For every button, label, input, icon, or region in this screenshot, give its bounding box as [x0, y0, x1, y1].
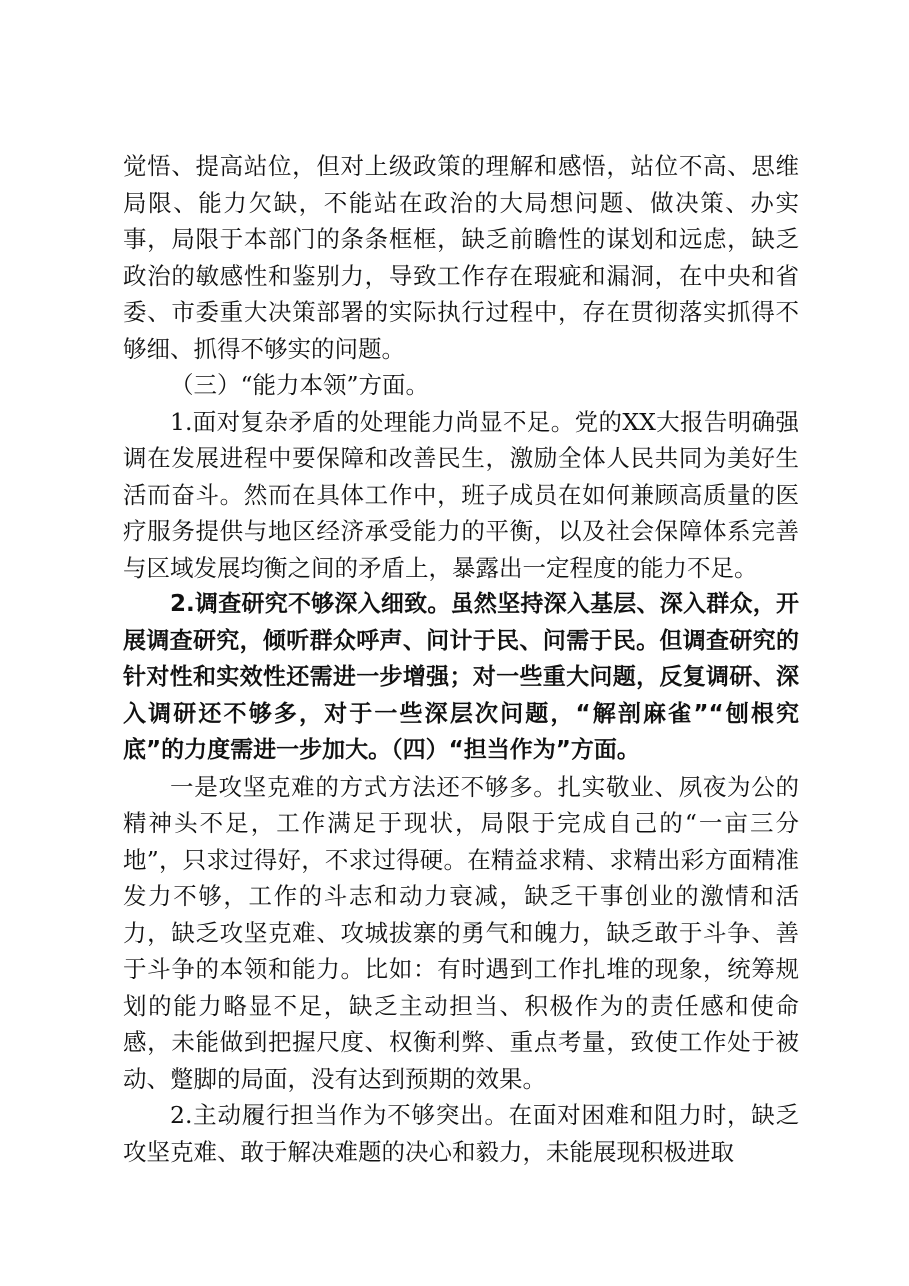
paragraph-item-2-bold: 2.调查研究不够深入细致。虽然坚持深入基层、深入群众，开展调查研究，倾听群众呼声、问计于民、问需于民。但调查研究的针对性和实效性还需进一步增强；对一些重大问题，反复调研、深入调研还不够多，对于一些深层次问题，“解剖麻雀”“刨根究底”的力度需进一步加大。（四）“担当作为”方面。 — [123, 591, 799, 763]
paragraph-continuation: 觉悟、提高站位，但对上级政策的理解和感悟，站位不高、思维局限、能力欠缺，不能站在政治的大局想问题、做决策、办实事，局限于本部门的条条框框，缺乏前瞻性的谋划和远虑，缺乏政治的敏感性和鉴别力，导致工作存在瑕疵和漏洞，在中央和省委、市委重大决策部署的实际执行过程中，存在贯彻落实抓得不够细、抓得不够实的问题。 — [123, 152, 799, 363]
paragraph-item-1: 1.面对复杂矛盾的处理能力尚显不足。党的XX大报告明确强调在发展进程中要保障和改善民生，激励全体人民共同为美好生活而奋斗。然而在具体工作中，班子成员在如何兼顾高质量的医疗服务提供与地区经济承受能力的平衡，以及社会保障体系完善与区域发展均衡之间的矛盾上，暴露出一定程度的能力不足。 — [123, 407, 799, 582]
section-heading-ability: （三）“能力本领”方面。 — [170, 371, 430, 399]
document-body — [123, 148, 799, 1170]
paragraph-item-2-responsibility: 2.主动履行担当作为不够突出。在面对困难和阻力时，缺乏攻坚克难、敢于解决难题的决心和毅力，未能展现积极进取 — [123, 1101, 799, 1166]
paragraph-item-one: 一是攻坚克难的方式方法还不够多。扎实敬业、夙夜为公的精神头不足，工作满足于现状，局限于完成自己的“一亩三分地”，只求过得好，不求过得硬。在精益求精、求精出彩方面精准发力不够，工作的斗志和动力衰减，缺乏干事创业的激情和活力，缺乏攻坚克难、攻城拔寨的勇气和魄力，缺乏敢于斗争、善于斗争的本领和能力。比如：有时遇到工作扎堆的现象，统筹规划的能力略显不足，缺乏主动担当、积极作为的责任感和使命感，未能做到把握尺度、权衡利弊、重点考量，致使工作处于被动、蹩脚的局面，没有达到预期的效果。 — [123, 772, 799, 1093]
